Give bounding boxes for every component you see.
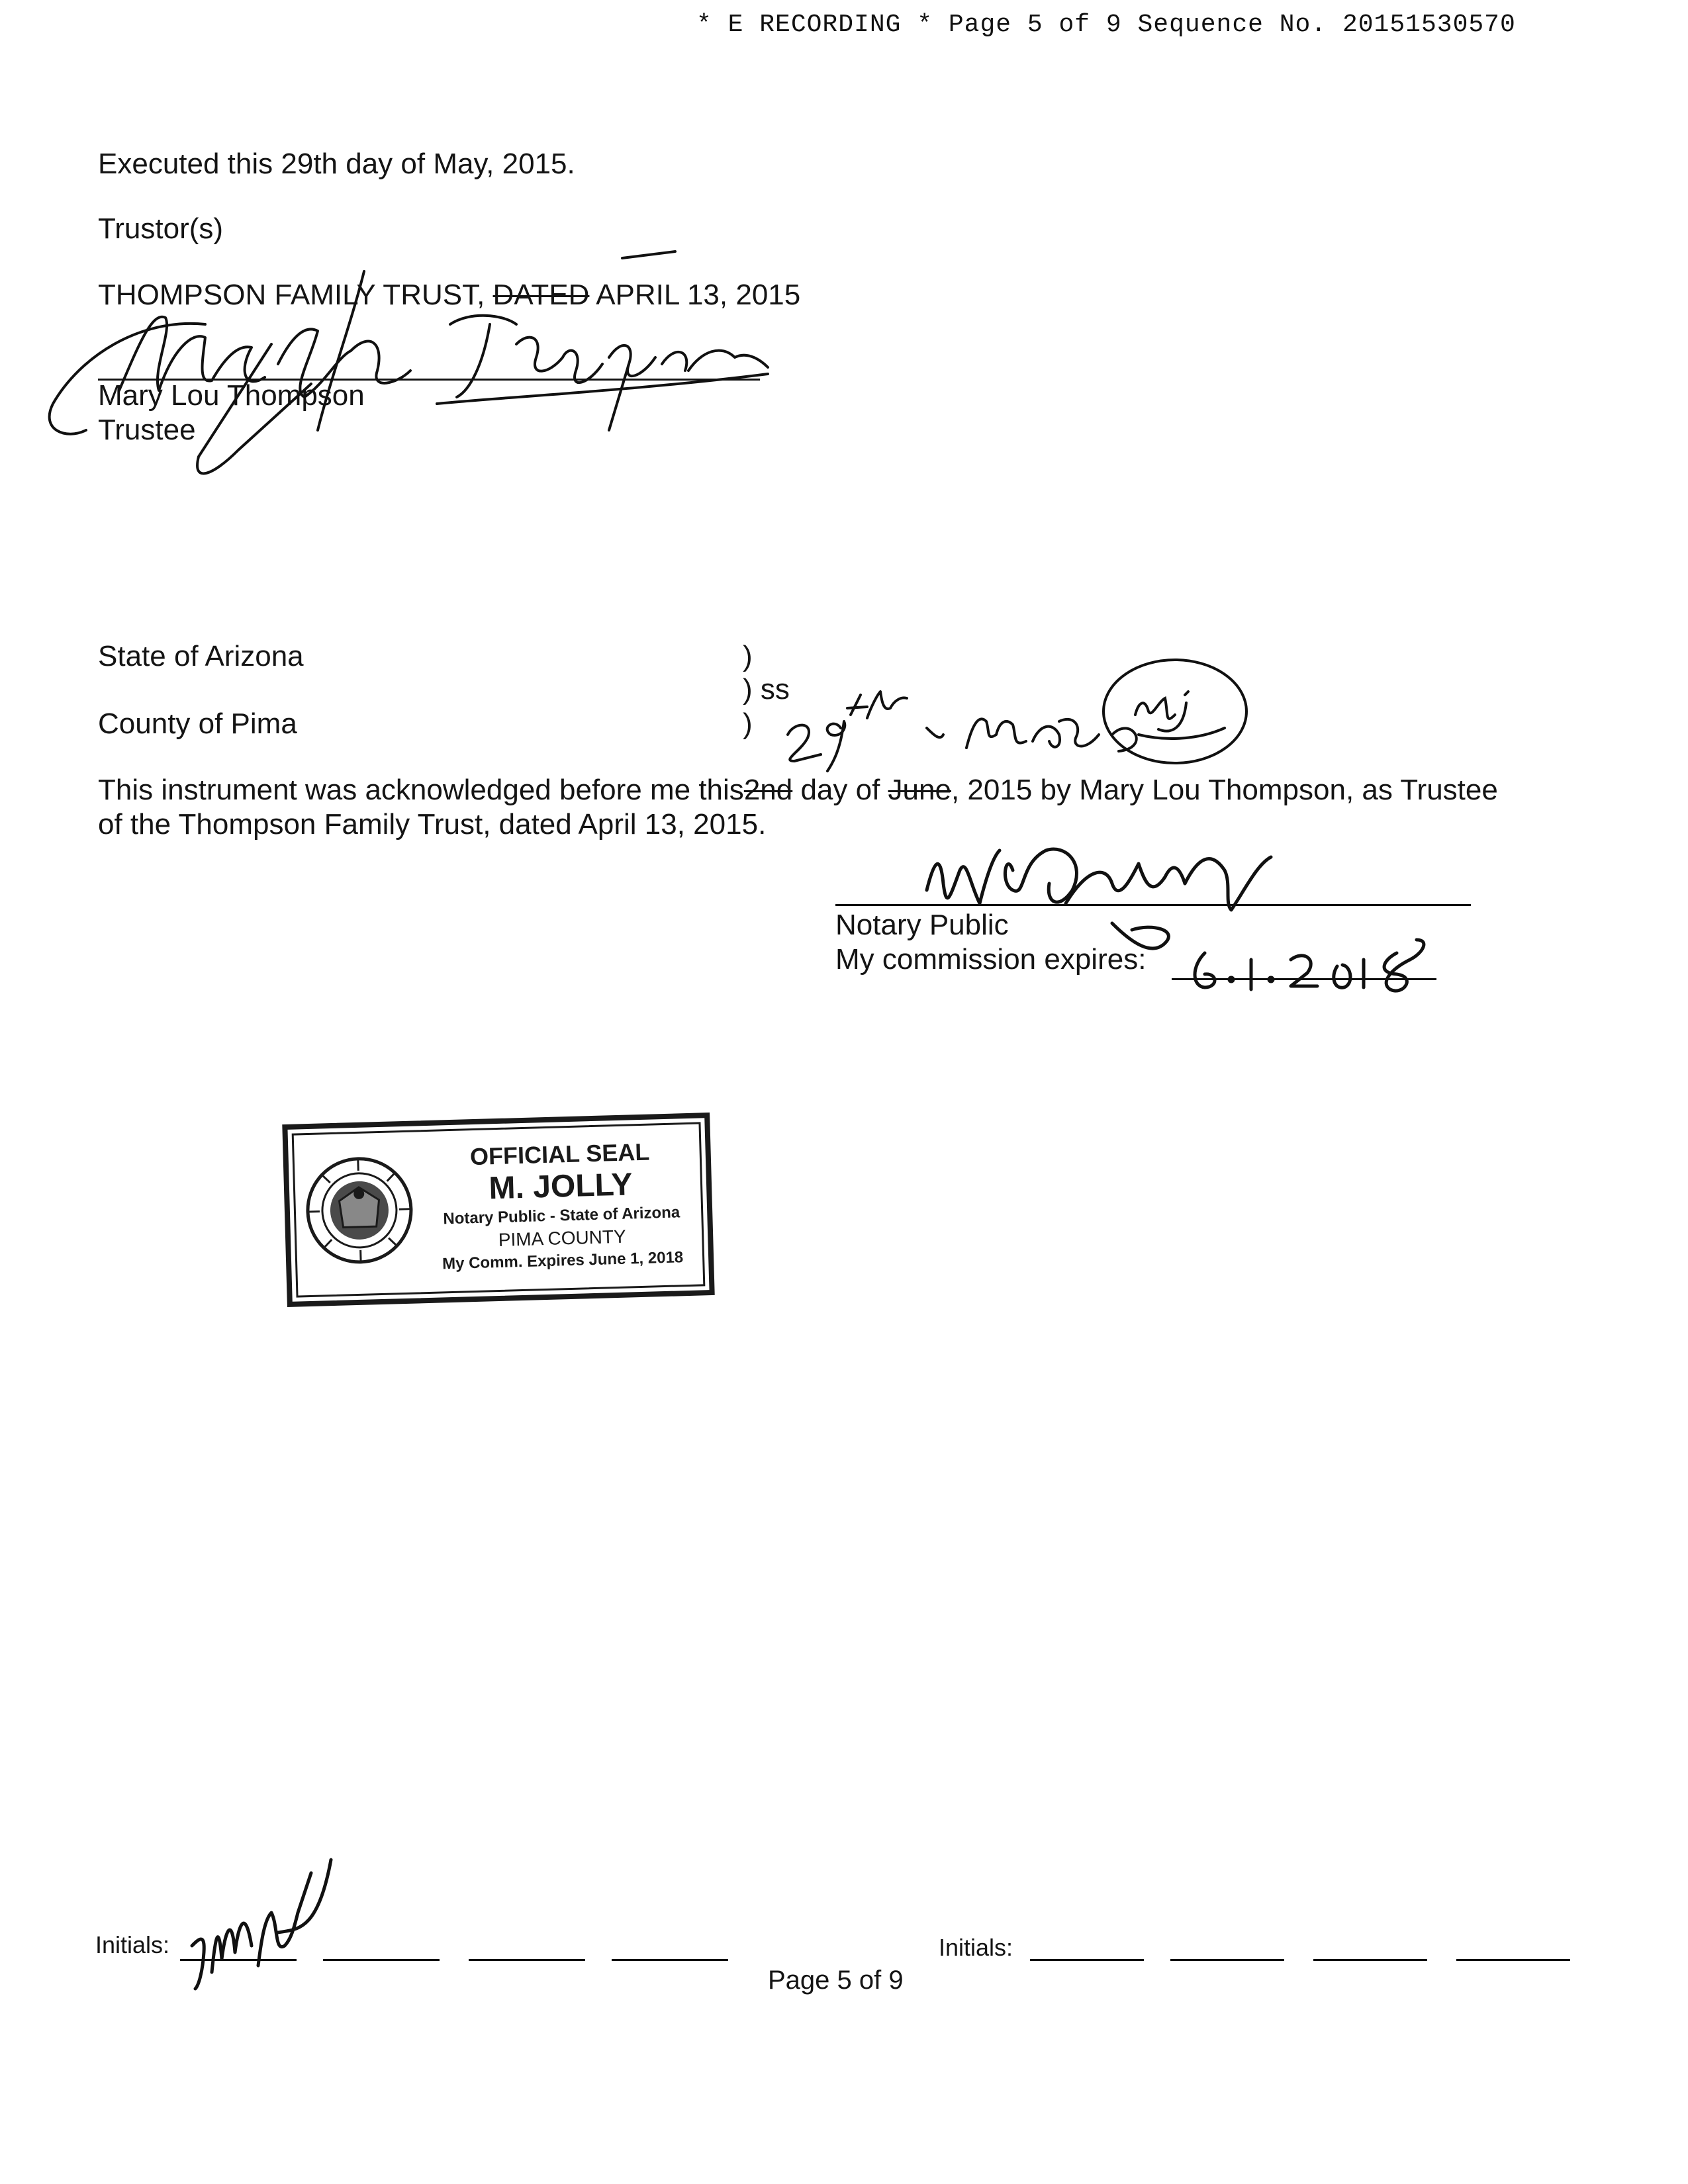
signer-title: Trustee [98,414,196,446]
notary-public-label: Notary Public [835,909,1009,941]
initials-left-line-3 [469,1959,585,1961]
initials-left-label: Initials: [95,1931,170,1958]
trust-name-part1: THOMPSON FAMILY TRUST, [98,279,493,311]
venue-county: County of Pima [98,707,297,740]
ack-part-b: day of [792,774,888,806]
handwritten-date-correction [768,655,1244,788]
ack-part-a: This instrument was acknowledged before me this [98,774,744,806]
ack-part-c: , 2015 by Mary Lou Thompson, as Trustee [951,774,1498,806]
venue-state: State of Arizona [98,640,304,672]
venue-paren-1: ) [743,640,753,672]
commission-date-handwritten [1178,913,1456,1006]
official-seal-stamp [282,1113,714,1307]
trust-name-part2: APRIL 13, 2015 [589,279,801,311]
initials-right-line-3 [1313,1959,1427,1961]
notary-signature-line [835,904,1471,906]
trustors-label: Trustor(s) [98,212,224,245]
arizona-state-seal-icon [302,1153,418,1269]
seal-expiration: My Comm. Expires June 1, 2018 [442,1248,684,1273]
trust-name-struck: DATED [492,279,590,311]
initials-left-line-4 [612,1959,728,1961]
seal-title: OFFICIAL SEAL [469,1138,650,1171]
initials-right-line-2 [1170,1959,1284,1961]
acknowledgment-line-2: of the Thompson Family Trust, dated April 13, 2015. [98,808,767,841]
seal-notary-name: M. JOLLY [488,1167,633,1206]
initials-right-line-1 [1030,1959,1144,1961]
acknowledgment-line-1 [98,774,1498,806]
recording-header: * E RECORDING * Page 5 of 9 Sequence No. 20151530570 [696,11,1516,39]
initials-left-line-2 [323,1959,440,1961]
commission-expires-label: My commission expires: [835,943,1147,976]
venue-ss: ) ss [743,673,790,705]
ack-struck-month: June [888,774,951,806]
trustee-signature [40,232,801,483]
executed-date-line: Executed this 29th day of May, 2015. [98,148,575,180]
page-number: Page 5 of 9 [768,1966,904,1995]
seal-county: PIMA COUNTY [498,1226,627,1251]
handwritten-initials [179,1846,338,1999]
ack-struck-day: 2nd [743,774,793,806]
seal-state-line: Notary Public - State of Arizona [443,1203,680,1228]
venue-paren-3: ) [743,707,753,740]
initials-right-label: Initials: [939,1934,1013,1961]
signer-name: Mary Lou Thompson [98,379,365,412]
initials-right-line-4 [1456,1959,1570,1961]
